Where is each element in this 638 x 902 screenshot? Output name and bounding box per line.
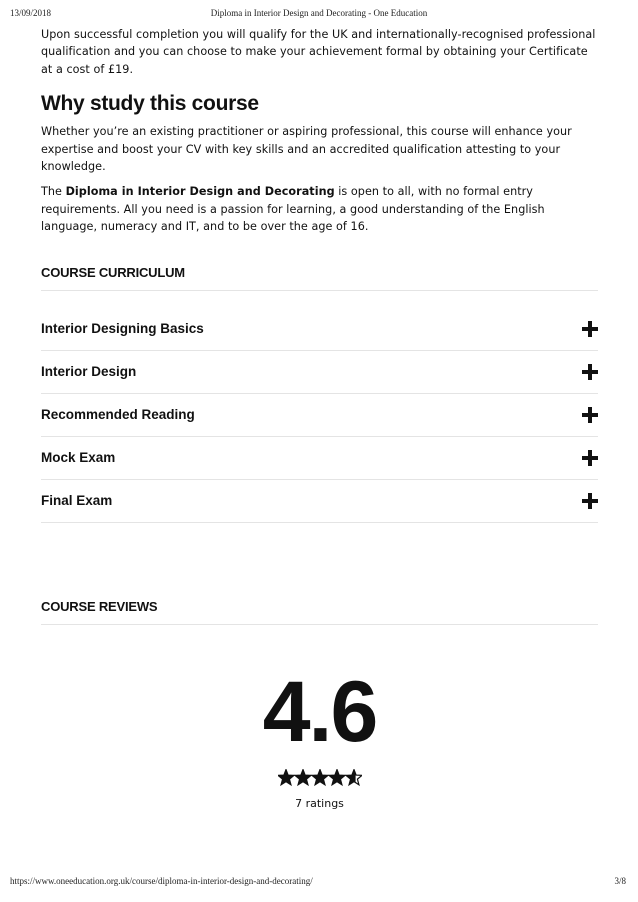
print-date: 13/09/2018 bbox=[10, 8, 52, 18]
star-fill bbox=[312, 769, 328, 784]
why-study-heading: Why study this course bbox=[41, 92, 259, 116]
star-fill bbox=[278, 769, 294, 784]
star-rating bbox=[278, 769, 362, 787]
star-fill bbox=[295, 769, 311, 784]
curriculum-item-label: Recommended Reading bbox=[41, 406, 195, 422]
star-fill bbox=[329, 769, 345, 784]
plus-icon[interactable] bbox=[582, 450, 598, 466]
curriculum-heading: COURSE CURRICULUM bbox=[41, 265, 598, 291]
print-footer bbox=[0, 876, 638, 890]
curriculum-item-label: Mock Exam bbox=[41, 449, 116, 465]
paragraph-2-suffix: is open to all, with no formal entry requirements. All you need is a passion for learning, a good understanding of the English language, numeracy and IT, and to be over the age of 16. bbox=[41, 185, 545, 234]
print-header bbox=[0, 8, 638, 22]
curriculum-item-interior-designing-basics[interactable] bbox=[41, 308, 598, 351]
curriculum-item-label: Interior Designing Basics bbox=[41, 320, 204, 336]
plus-icon[interactable] bbox=[582, 407, 598, 423]
why-study-paragraph-1: Whether you’re an existing practitioner or aspiring professional, this course will enhance your expertise and boost your CV with key skills and an accredited qualification attesting to your knowledge. bbox=[41, 125, 572, 174]
plus-icon[interactable] bbox=[582, 364, 598, 380]
print-url: https://www.oneeducation.org.uk/course/diploma-in-interior-design-and-decorating/ bbox=[10, 876, 313, 886]
rating-summary bbox=[41, 663, 598, 810]
ratings-count: 7 ratings bbox=[295, 796, 344, 810]
curriculum-item-recommended-reading[interactable] bbox=[41, 394, 598, 437]
print-page-number: 3/8 bbox=[614, 876, 626, 886]
curriculum-item-label: Interior Design bbox=[41, 363, 137, 379]
curriculum-item-interior-design[interactable] bbox=[41, 351, 598, 394]
reviews-heading: COURSE REVIEWS bbox=[41, 599, 598, 625]
curriculum-list bbox=[41, 308, 598, 523]
star-rating-icon bbox=[278, 769, 362, 787]
plus-icon[interactable] bbox=[582, 493, 598, 509]
print-page-title: Diploma in Interior Design and Decorating - One Education bbox=[210, 8, 428, 18]
course-name-bold: Diploma in Interior Design and Decorating bbox=[65, 185, 335, 199]
paragraph-2-prefix: The bbox=[41, 185, 66, 199]
why-study-paragraph-2 bbox=[41, 183, 598, 235]
average-rating: 4.6 bbox=[262, 663, 377, 760]
plus-icon[interactable] bbox=[582, 321, 598, 337]
intro-paragraph: Upon successful completion you will qualify for the UK and internationally-recognised professional qualification and you can choose to make your achievement formal by obtaining your Certificate at a cost of £19. bbox=[41, 28, 596, 76]
page-content bbox=[41, 26, 598, 810]
curriculum-item-final-exam[interactable] bbox=[41, 480, 598, 523]
curriculum-item-mock-exam[interactable] bbox=[41, 437, 598, 480]
curriculum-item-label: Final Exam bbox=[41, 492, 113, 508]
